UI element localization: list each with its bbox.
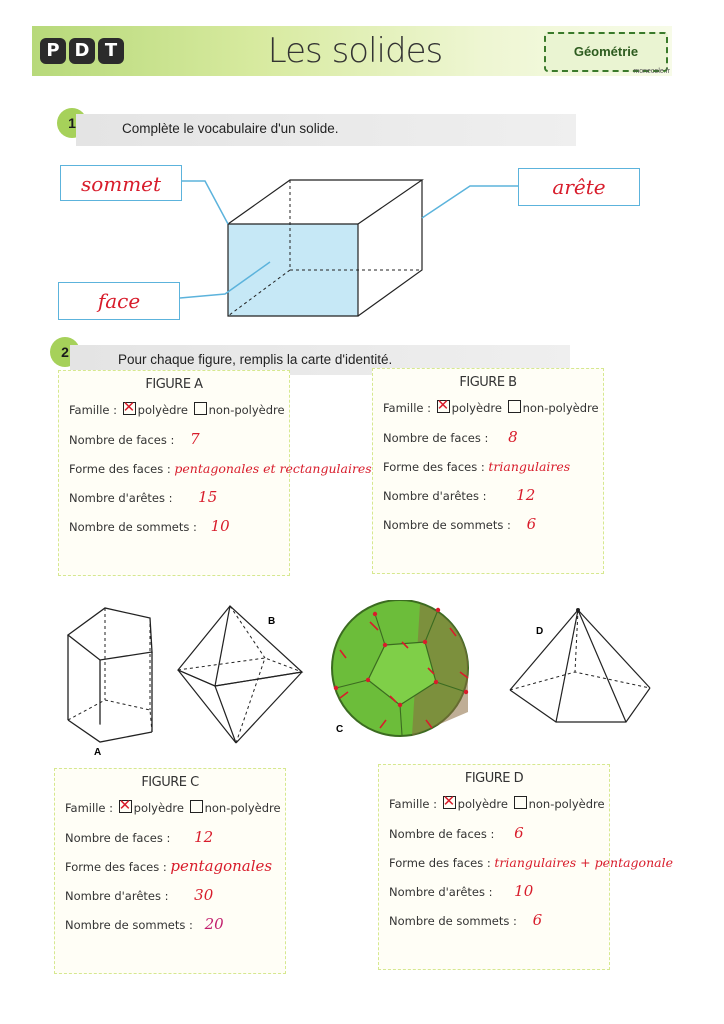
polyhedron-label: polyèdre [457,797,508,811]
family-row [383,394,599,423]
faces-row [65,823,275,852]
faces-label: Nombre de faces : [65,831,171,845]
edges-answer[interactable]: 10 [514,882,534,900]
edges-answer[interactable]: 15 [198,488,218,506]
faces-label: Nombre de faces : [383,431,489,445]
faces-row [389,819,599,848]
polyhedron-checkbox[interactable] [123,402,136,415]
figure-c-label: C [336,724,344,735]
page-title: Les solides [267,31,443,71]
edges-label: Nombre d'arêtes : [389,885,493,899]
figure-a-label: A [94,747,102,758]
vertices-answer[interactable]: 10 [210,517,230,535]
exercise-instruction: Pour chaque figure, remplis la carte d'identité. [70,345,570,375]
vertices-row [389,906,599,935]
non-polyhedron-checkbox[interactable] [514,796,527,809]
edges-row [383,481,593,510]
card-title: FIGURE D [464,771,524,786]
face-shape-label: Forme des faces : [69,462,171,476]
family-row [389,790,605,819]
logo [40,36,130,66]
figure-d-label: D [536,626,544,637]
logo-letter: T [98,38,124,64]
face-shape-answer[interactable]: triangulaires [488,459,571,474]
edges-row [389,877,599,906]
polyhedron-label: polyèdre [451,401,502,415]
vertices-label: Nombre de sommets : [383,518,511,532]
vertices-label: Nombre de sommets : [389,914,517,928]
label-vertex: sommet [60,165,182,201]
face-shape-row [65,852,275,881]
non-polyhedron-label: non-polyèdre [522,401,599,415]
logo-letter: D [69,38,95,64]
identity-card-d [378,764,673,970]
edges-row [69,483,279,512]
face-shape-answer[interactable]: pentagonales [170,857,273,875]
figure-b-label: B [268,616,276,627]
family-row [69,396,285,425]
polyhedron-checkbox[interactable] [119,800,132,813]
face-shape-answer[interactable]: triangulaires + pentagonale [494,855,673,870]
identity-card-a [58,370,372,576]
figure-d-pyramid [510,610,650,722]
polyhedron-checkbox[interactable] [443,796,456,809]
edges-label: Nombre d'arêtes : [69,491,173,505]
site-credit: monecole.fr [633,68,670,75]
logo-letter: P [40,38,66,64]
family-label: Famille : [69,403,117,417]
face-shape-label: Forme des faces : [389,856,491,870]
figure-c-dodecahedron [332,600,468,736]
figure-a-prism [68,608,152,742]
card-title: FIGURE C [141,775,199,790]
polyhedron-label: polyèdre [137,403,188,417]
family-row [65,794,281,823]
label-face: face [58,282,180,320]
vertices-label: Nombre de sommets : [69,520,197,534]
faces-answer[interactable]: 7 [190,430,200,448]
faces-answer[interactable]: 6 [514,824,524,842]
edges-label: Nombre d'arêtes : [383,489,487,503]
edges-label: Nombre d'arêtes : [65,889,169,903]
card-title: FIGURE B [459,375,517,390]
family-label: Famille : [65,801,113,815]
figure-b-octahedron [178,606,302,743]
vertices-label: Nombre de sommets : [65,918,193,932]
face-shape-label: Forme des faces : [65,860,167,874]
vertices-answer[interactable]: 6 [532,911,543,929]
identity-card-b [372,368,604,574]
vertices-answer[interactable]: 6 [526,515,537,533]
vertices-answer[interactable]: 20 [204,915,224,933]
card-title: FIGURE A [145,377,203,392]
label-edge: arête [518,168,640,206]
non-polyhedron-checkbox[interactable] [194,402,207,415]
vertices-row [65,910,275,939]
non-polyhedron-label: non-polyèdre [204,801,281,815]
non-polyhedron-checkbox[interactable] [190,800,203,813]
face-shape-row [69,454,372,483]
faces-answer[interactable]: 8 [508,428,518,446]
edges-row [65,881,275,910]
face-shape-answer[interactable]: pentagonales et rectangulaires [174,461,372,476]
polyhedron-label: polyèdre [133,801,184,815]
edges-answer[interactable]: 12 [516,486,536,504]
faces-row [69,425,279,454]
non-polyhedron-label: non-polyèdre [528,797,605,811]
exercise-instruction: Complète le vocabulaire d'un solide. [76,114,576,146]
exercise-number: 2 [50,337,80,367]
edges-answer[interactable]: 30 [194,886,214,904]
vertices-row [383,510,593,539]
subject-badge: Géométrie [544,32,668,72]
face-shape-label: Forme des faces : [383,460,485,474]
faces-answer[interactable]: 12 [194,828,214,846]
vertices-row [69,512,279,541]
faces-label: Nombre de faces : [389,827,495,841]
solids-figures [40,600,680,760]
faces-label: Nombre de faces : [69,433,175,447]
exercise-number: 1 [57,108,87,138]
family-label: Famille : [383,401,431,415]
identity-card-c [54,768,286,974]
face-shape-row [389,848,673,877]
family-label: Famille : [389,797,437,811]
face-shape-row [383,452,593,481]
faces-row [383,423,593,452]
polyhedron-checkbox[interactable] [437,400,450,413]
non-polyhedron-checkbox[interactable] [508,400,521,413]
non-polyhedron-label: non-polyèdre [208,403,285,417]
